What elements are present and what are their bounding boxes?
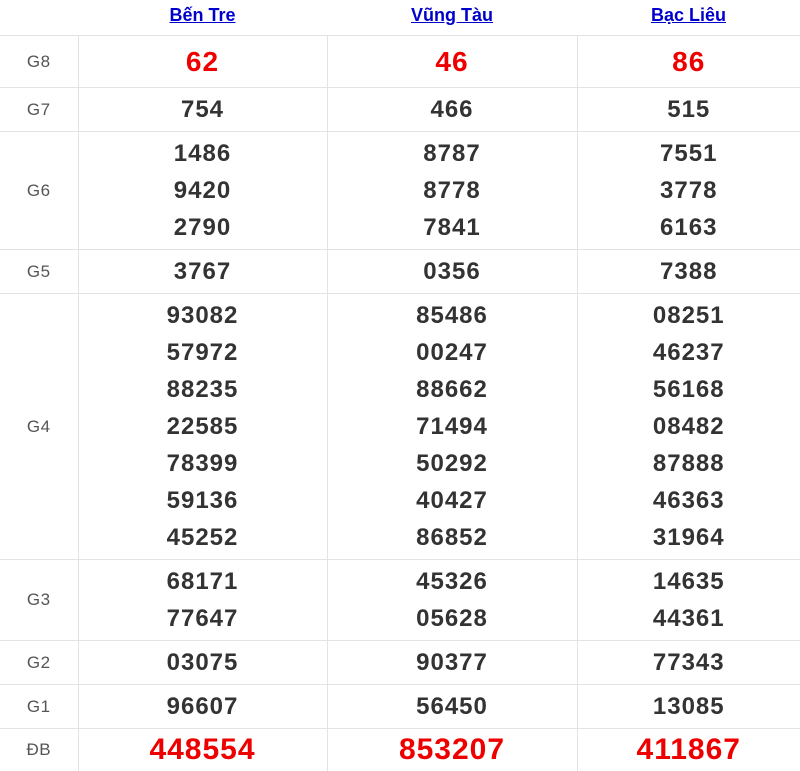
prize-value: 50292 <box>328 445 577 482</box>
header-province-vung-tau <box>327 0 577 36</box>
prize-value: 86852 <box>328 519 577 556</box>
prize-value: 77343 <box>578 644 800 681</box>
prize-label-g6: G6 <box>0 132 78 250</box>
prize-row-g7 <box>0 88 800 132</box>
prize-value: 90377 <box>328 644 577 681</box>
prize-value: 9420 <box>79 172 327 209</box>
prize-value: 8778 <box>328 172 577 209</box>
prize-value: 45326 <box>328 563 577 600</box>
prize-value: 2790 <box>79 209 327 246</box>
prize-value: 7841 <box>328 209 577 246</box>
prize-value: 87888 <box>578 445 800 482</box>
prize-value: 7388 <box>578 253 800 290</box>
prize-value: 13085 <box>578 688 800 725</box>
prize-value: 68171 <box>79 563 327 600</box>
province-link-ben-tre[interactable]: Bến Tre <box>169 5 235 25</box>
prize-value: 57972 <box>79 334 327 371</box>
prize-label-g5: G5 <box>0 250 78 294</box>
prize-value: 96607 <box>79 688 327 725</box>
prize-row-g4 <box>0 294 800 560</box>
prize-label-g1: G1 <box>0 685 78 729</box>
province-link-vung-tau[interactable]: Vũng Tàu <box>411 5 493 25</box>
prize-label-g4: G4 <box>0 294 78 560</box>
header-corner <box>0 0 78 36</box>
prize-value: 3767 <box>79 253 327 290</box>
prize-value: 03075 <box>79 644 327 681</box>
prize-value: 466 <box>328 91 577 128</box>
prize-value: 85486 <box>328 297 577 334</box>
prize-value: 88662 <box>328 371 577 408</box>
prize-value: 853207 <box>328 732 577 768</box>
prize-value: 46237 <box>578 334 800 371</box>
prize-value: 88235 <box>79 371 327 408</box>
prize-value: 45252 <box>79 519 327 556</box>
prize-value: 40427 <box>328 482 577 519</box>
prize-row-g2 <box>0 641 800 685</box>
prize-value: 71494 <box>328 408 577 445</box>
prize-value: 3778 <box>578 172 800 209</box>
prize-value: 8787 <box>328 135 577 172</box>
prize-label-g2: G2 <box>0 641 78 685</box>
prize-value: 56168 <box>578 371 800 408</box>
prize-label-g8: G8 <box>0 36 78 88</box>
header-row <box>0 0 800 36</box>
prize-value: 93082 <box>79 297 327 334</box>
prize-value: 08251 <box>578 297 800 334</box>
prize-value: 00247 <box>328 334 577 371</box>
prize-row-g6 <box>0 132 800 250</box>
prize-value: 6163 <box>578 209 800 246</box>
prize-row-g8 <box>0 36 800 88</box>
prize-value: 56450 <box>328 688 577 725</box>
prize-row-g5 <box>0 250 800 294</box>
prize-value: 14635 <box>578 563 800 600</box>
prize-label-db: ĐB <box>0 729 78 771</box>
prize-value: 62 <box>79 39 327 84</box>
header-province-bac-lieu <box>577 0 800 36</box>
prize-value: 411867 <box>578 732 800 768</box>
prize-row-db <box>0 729 800 771</box>
prize-value: 1486 <box>79 135 327 172</box>
province-link-bac-lieu[interactable]: Bạc Liêu <box>651 5 726 25</box>
prize-value: 44361 <box>578 600 800 637</box>
prize-value: 05628 <box>328 600 577 637</box>
prize-label-g3: G3 <box>0 560 78 641</box>
prize-row-g1 <box>0 685 800 729</box>
prize-value: 31964 <box>578 519 800 556</box>
prize-row-g3 <box>0 560 800 641</box>
prize-value: 46 <box>328 39 577 84</box>
prize-value: 448554 <box>79 732 327 768</box>
prize-value: 78399 <box>79 445 327 482</box>
prize-value: 86 <box>578 39 800 84</box>
prize-value: 22585 <box>79 408 327 445</box>
prize-label-g7: G7 <box>0 88 78 132</box>
prize-value: 0356 <box>328 253 577 290</box>
prize-value: 08482 <box>578 408 800 445</box>
prize-value: 46363 <box>578 482 800 519</box>
prize-value: 59136 <box>79 482 327 519</box>
prize-value: 754 <box>79 91 327 128</box>
header-province-ben-tre <box>78 0 327 36</box>
prize-value: 515 <box>578 91 800 128</box>
prize-value: 7551 <box>578 135 800 172</box>
prize-value: 77647 <box>79 600 327 637</box>
